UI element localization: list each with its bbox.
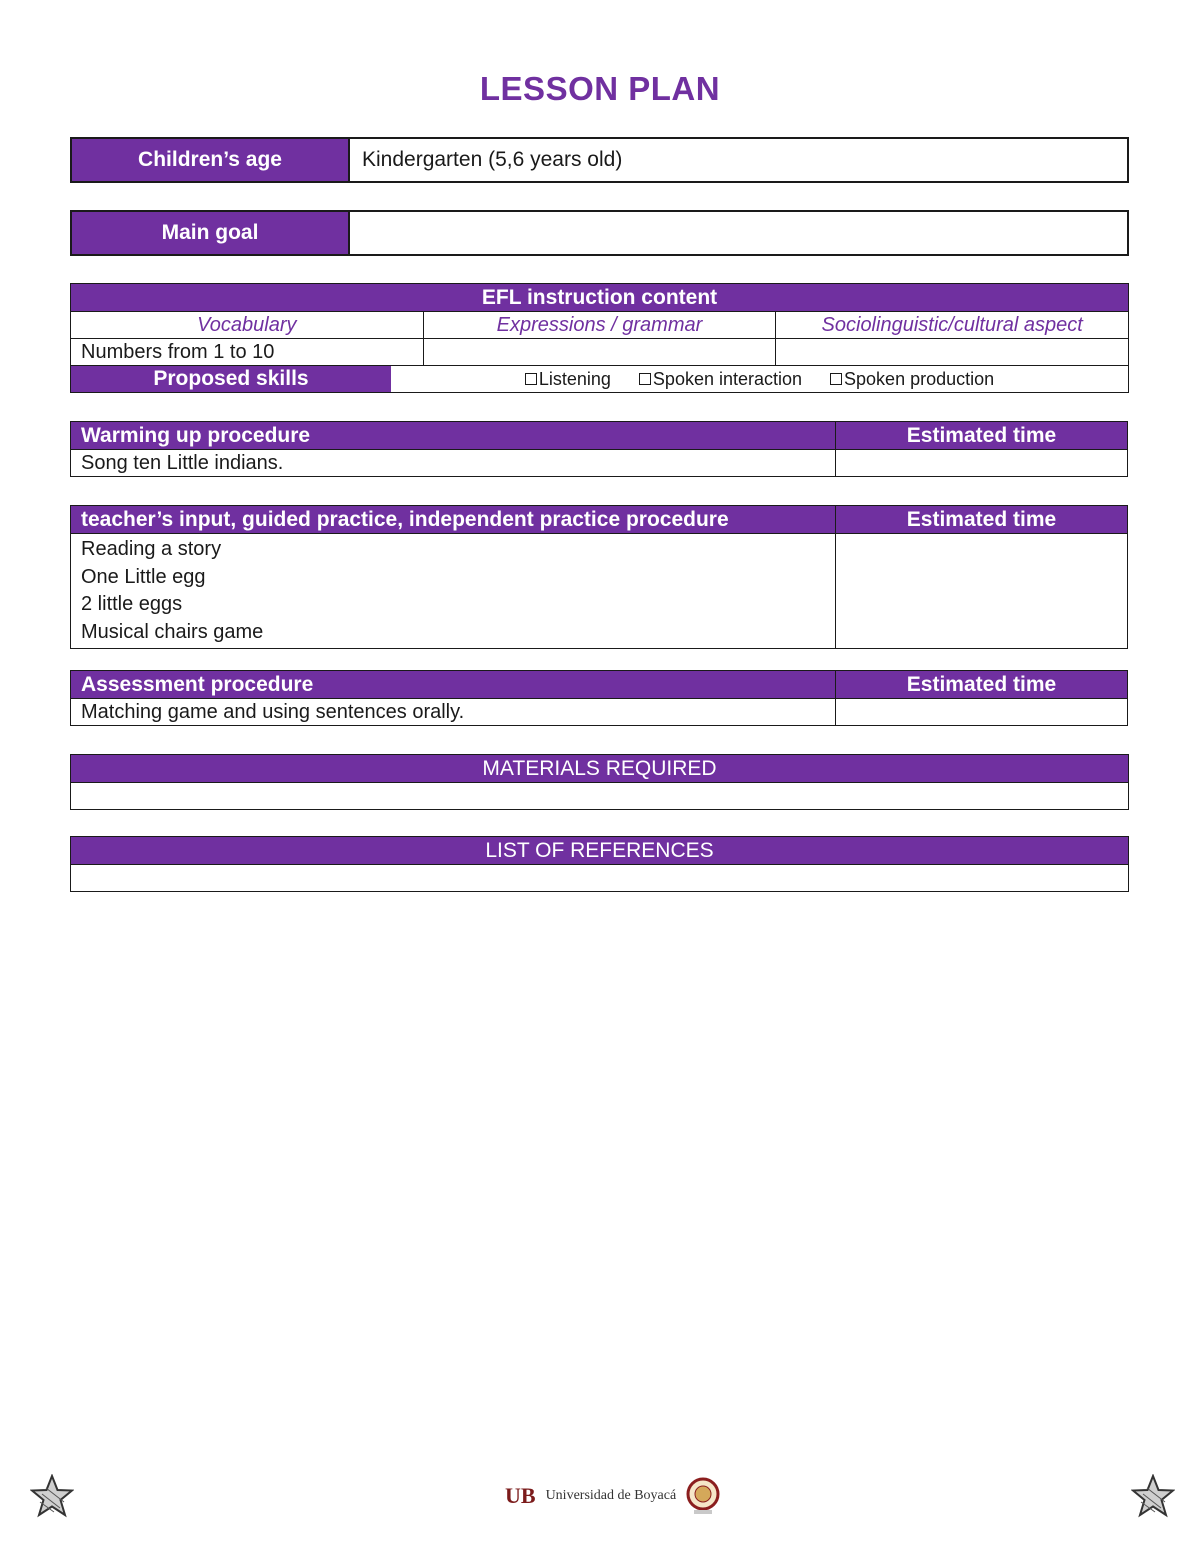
spoken-production-label: Spoken production — [844, 368, 995, 389]
references-header: LIST OF REFERENCES — [71, 837, 1129, 865]
listening-checkbox[interactable] — [525, 369, 611, 390]
childrens-age-field[interactable]: Kindergarten (5,6 years old) — [362, 148, 623, 171]
page-title: LESSON PLAN — [479, 70, 721, 107]
sociolinguistic-column-header: Sociolinguistic/cultural aspect — [776, 312, 1129, 339]
warming-up-time[interactable] — [836, 450, 1128, 477]
warming-up-header: Warming up procedure — [71, 422, 836, 450]
teachers-input-time-header: Estimated time — [836, 506, 1128, 534]
skills-options — [391, 366, 1128, 392]
checkbox-icon — [525, 373, 537, 385]
checkbox-icon — [639, 373, 651, 385]
main-goal-label: Main goal — [72, 212, 350, 254]
logo-text: Universidad de Boyacá — [545, 1488, 677, 1503]
spoken-interaction-checkbox[interactable] — [639, 369, 802, 390]
efl-section — [70, 283, 1129, 393]
assessment-time-header: Estimated time — [836, 671, 1128, 699]
spoken-interaction-label: Spoken interaction — [652, 368, 803, 389]
procedure-line: Reading a story — [81, 538, 222, 560]
materials-header: MATERIALS REQUIRED — [71, 755, 1129, 783]
procedure-line: Musical chairs game — [81, 620, 264, 643]
warming-up-section — [70, 421, 1128, 477]
sociolinguistic-cell[interactable] — [776, 339, 1129, 366]
listening-label: Listening — [538, 368, 611, 389]
warming-up-time-header: Estimated time — [836, 422, 1128, 450]
assessment-content[interactable]: Matching game and using sentences orally. — [71, 699, 836, 726]
teachers-input-content[interactable] — [71, 534, 836, 649]
university-logo — [505, 1476, 720, 1516]
proposed-skills-label: Proposed skills — [71, 366, 391, 392]
expressions-cell[interactable] — [423, 339, 776, 366]
spoken-production-checkbox[interactable] — [830, 369, 994, 390]
teachers-input-section — [70, 505, 1128, 649]
vocabulary-column-header: Vocabulary — [71, 312, 424, 339]
assessment-time[interactable] — [836, 699, 1128, 726]
materials-section — [70, 754, 1129, 810]
checkbox-icon — [830, 373, 842, 385]
procedure-line: One Little egg — [81, 565, 206, 588]
teachers-input-time[interactable] — [836, 534, 1128, 649]
logo-mark: UB — [505, 1483, 536, 1508]
expressions-column-header: Expressions / grammar — [423, 312, 776, 339]
childrens-age-label: Children’s age — [72, 139, 350, 181]
procedure-line: 2 little eggs — [81, 593, 183, 615]
main-goal-row — [70, 210, 1129, 256]
efl-table — [70, 283, 1129, 366]
efl-header: EFL instruction content — [71, 284, 1129, 312]
assessment-header: Assessment procedure — [71, 671, 836, 699]
main-goal-field[interactable] — [350, 212, 1127, 254]
assessment-section — [70, 670, 1128, 726]
references-section — [70, 836, 1129, 892]
childrens-age-row — [70, 137, 1129, 183]
star-icon — [30, 1474, 74, 1518]
references-field[interactable] — [71, 865, 1129, 892]
seal-icon — [686, 1476, 720, 1516]
star-icon — [1131, 1474, 1175, 1518]
proposed-skills-row — [70, 366, 1129, 393]
warming-up-content[interactable]: Song ten Little indians. — [71, 450, 836, 477]
vocabulary-cell[interactable]: Numbers from 1 to 10 — [71, 339, 424, 366]
teachers-input-header: teacher’s input, guided practice, independent practice procedure — [71, 506, 836, 534]
materials-field[interactable] — [71, 783, 1129, 810]
